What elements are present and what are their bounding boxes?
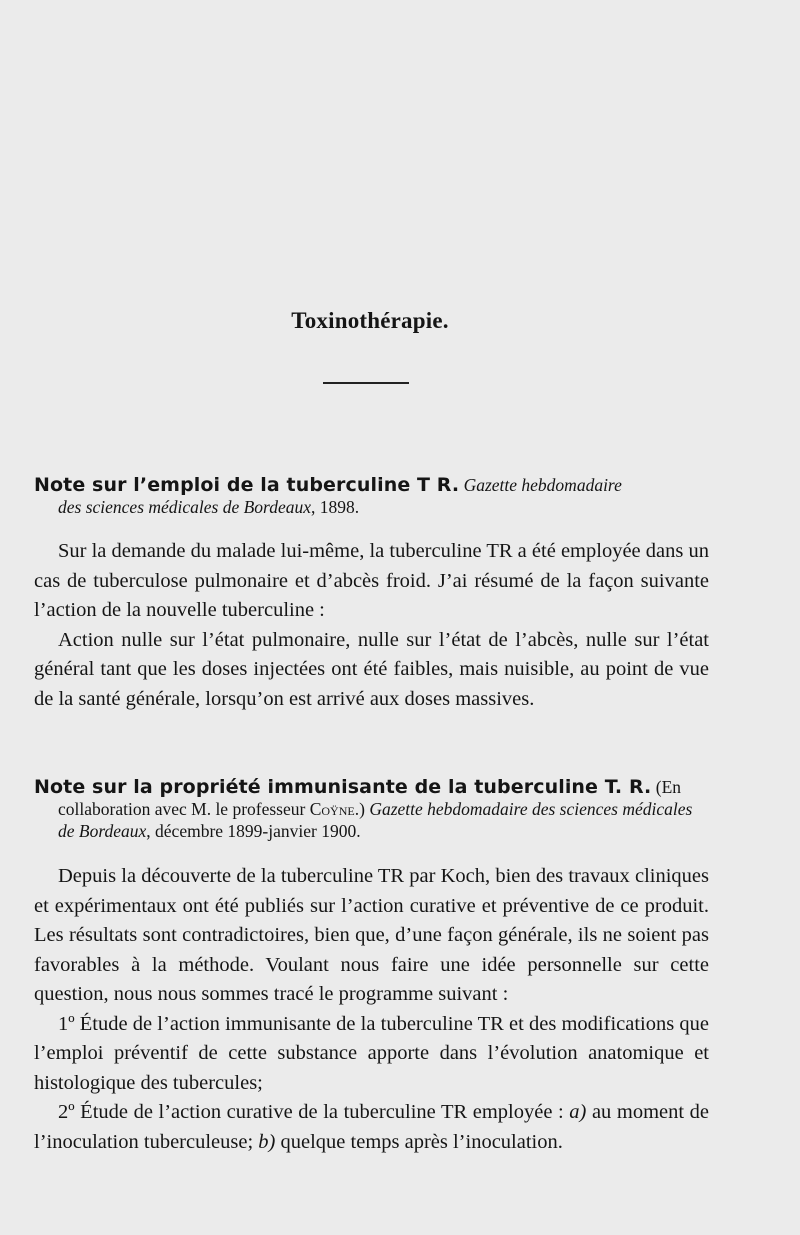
entry-2-body xyxy=(34,862,709,1157)
entry-2-collab-line: collaboration avec M. le professeur xyxy=(58,799,306,819)
entry-1-title: Note sur l’emploi de la tuberculine T R. xyxy=(34,474,460,496)
entry-2-paragraph: 1º Étude de l’action immunisante de la tuberculine TR et des modifications que l’emploi préventif de cette substance apporte dans l’évolution anatomique et histologique des tubercules; xyxy=(34,1012,709,1094)
entry-2-paragraph: Depuis la découverte de la tuberculine TR par Koch, bien des travaux cliniques et expérimentaux ont été publiés sur l’action curative et préventive de ce produit. Les résultats sont contradictoires, bien que, d’une façon générale, ils ne soient pas favorables à la méthode. Voulant nous faire une idée personnelle sur cette question, nous nous sommes tracé le programme suivant : xyxy=(34,865,709,1005)
entry-2-item-b-marker: b) xyxy=(258,1130,276,1153)
entry-2-collab-open: (En xyxy=(655,777,682,797)
entry-2-item-2-text: 2º Étude de l’action curative de la tuberculine TR employée : xyxy=(58,1101,564,1123)
entry-1-paragraph: Sur la demande du malade lui-même, la tuberculine TR a été employée dans un cas de tuberculose pulmonaire et d’abcès froid. J’ai résumé de la façon suivante l’action de la nouvelle tuberculine : xyxy=(34,540,709,621)
entry-1-source-line1: Gazette hebdomadaire xyxy=(463,475,622,495)
entry-2-source-b: sciences médicales de Bordeaux xyxy=(58,799,693,841)
entry-2-paragraph xyxy=(34,1098,709,1157)
title-divider xyxy=(323,382,409,384)
entry-2-item-a-marker: a) xyxy=(569,1101,587,1123)
entry-2-source-a: Gazette hebdomadaire des xyxy=(369,799,556,819)
entry-1-year: , 1898. xyxy=(311,497,360,517)
section-title: Toxinothérapie. xyxy=(291,308,449,333)
entry-2-collab-close: .) xyxy=(354,799,365,819)
entry-2-collab-name: Coÿne xyxy=(309,799,355,819)
entry-1-paragraph: Action nulle sur l’état pulmonaire, nulle sur l’état de l’abcès, nulle sur l’état général tant que les doses injectées ont été faibles, mais nuisible, au point de vue de la santé générale, lorsqu’on est arrivé aux doses massives. xyxy=(34,628,709,710)
entry-2-item-a-text: au moment de l’inoculation tuberculeuse; xyxy=(34,1101,709,1153)
entry-2-item-b-text: quelque temps après l’inoculation. xyxy=(280,1130,563,1153)
entry-1-heading xyxy=(34,474,710,518)
entry-1-body xyxy=(34,537,709,714)
entry-1-source-line2: des sciences médicales de Bordeaux xyxy=(58,497,312,517)
entry-2-heading xyxy=(34,776,710,842)
entry-2-title: Note sur la propriété immunisante de la tuberculine T. R. xyxy=(34,776,652,798)
entry-2-date: , décembre 1899-janvier 1900. xyxy=(146,821,361,841)
